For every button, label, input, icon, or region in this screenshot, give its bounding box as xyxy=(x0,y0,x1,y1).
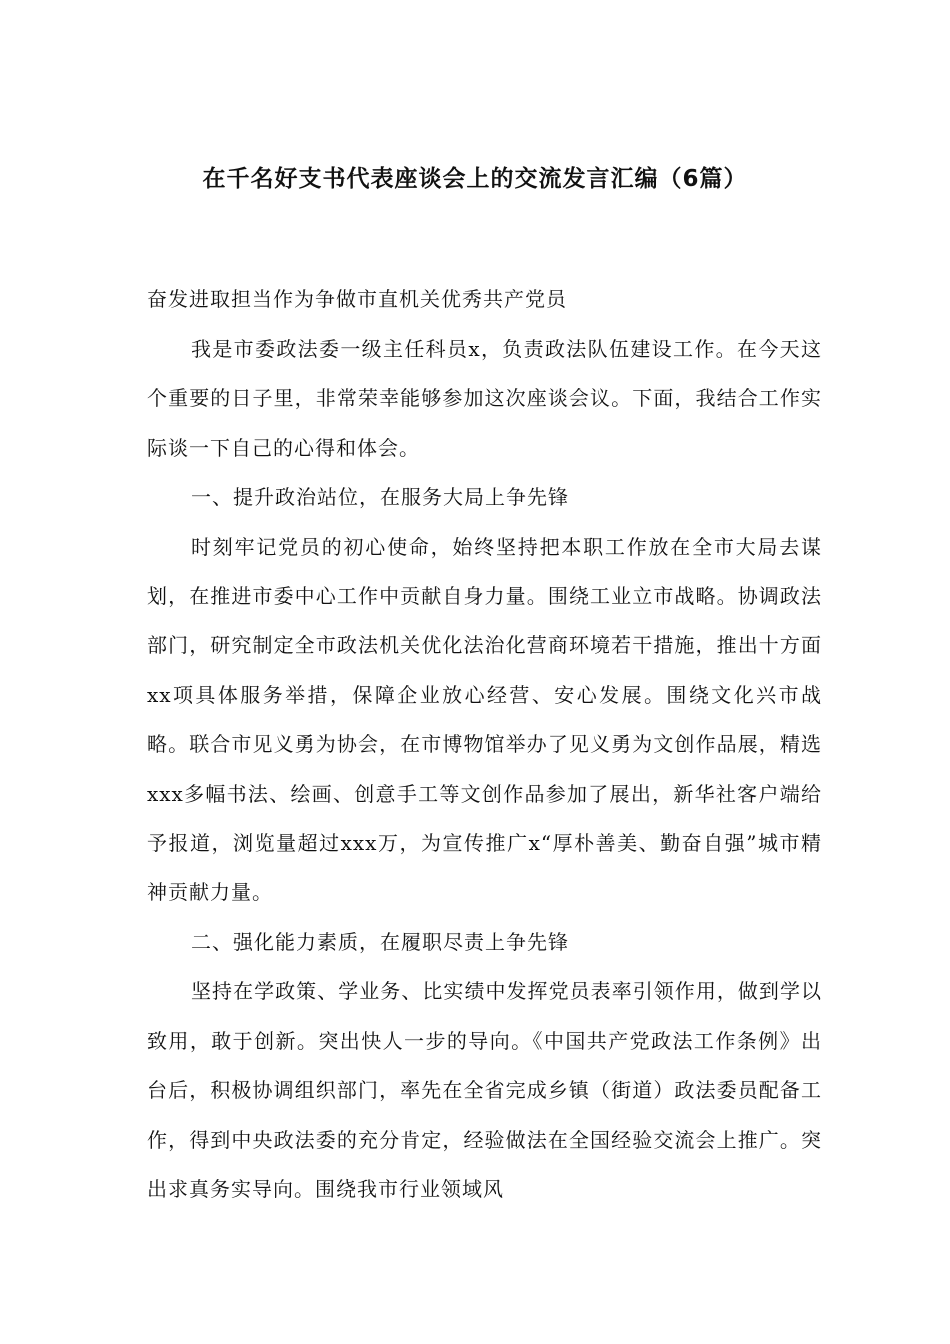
section-heading-2: 二、强化能力素质，在履职尽责上争先锋 xyxy=(191,929,569,954)
paragraph-intro: 我是市委政法委一级主任科员x，负责政法队伍建设工作。在今天这个重要的日子里，非常荣幸能够参加这次座谈会议。下面，我结合工作实际谈一下自己的心得和体会。 xyxy=(147,337,822,460)
section-heading-1: 一、提升政治站位，在服务大局上争先锋 xyxy=(191,485,569,510)
document-body xyxy=(147,325,822,1214)
paragraph-section-1: 时刻牢记党员的初心使命，始终坚持把本职工作放在全市大局去谋划，在推进市委中心工作中贡献自身力量。围绕工业立市战略。协调政法部门，研究制定全市政法机关优化法治化营商环境若干措施，推出十方面xx项具体服务举措，保障企业放心经营、安心发展。围绕文化兴市战略。联合市见义勇为协会，在市博物馆举办了见义勇为文创作品展，精选xxx多幅书法、绘画、创意手工等文创作品参加了展出，新华社客户端给予报道，浏览量超过xxx万，为宣传推广x“厚朴善美、勤奋自强”城市精神贡献力量。 xyxy=(147,534,822,905)
paragraph-section-2: 坚持在学政策、学业务、比实绩中发挥党员表率引领作用，做到学以致用，敢于创新。突出快人一步的导向。《中国共产党政法工作条例》出台后，积极协调组织部门，率先在全省完成乡镇（街道）政法委员配备工作，得到中央政法委的充分肯定，经验做法在全国经验交流会上推广。突出求真务实导向。围绕我市行业领域风 xyxy=(147,979,822,1201)
document-subtitle: 奋发进取担当作为争做市直机关优秀共产党员 xyxy=(147,287,567,311)
document-title: 在千名好支书代表座谈会上的交流发言汇编（6篇） xyxy=(202,166,748,192)
